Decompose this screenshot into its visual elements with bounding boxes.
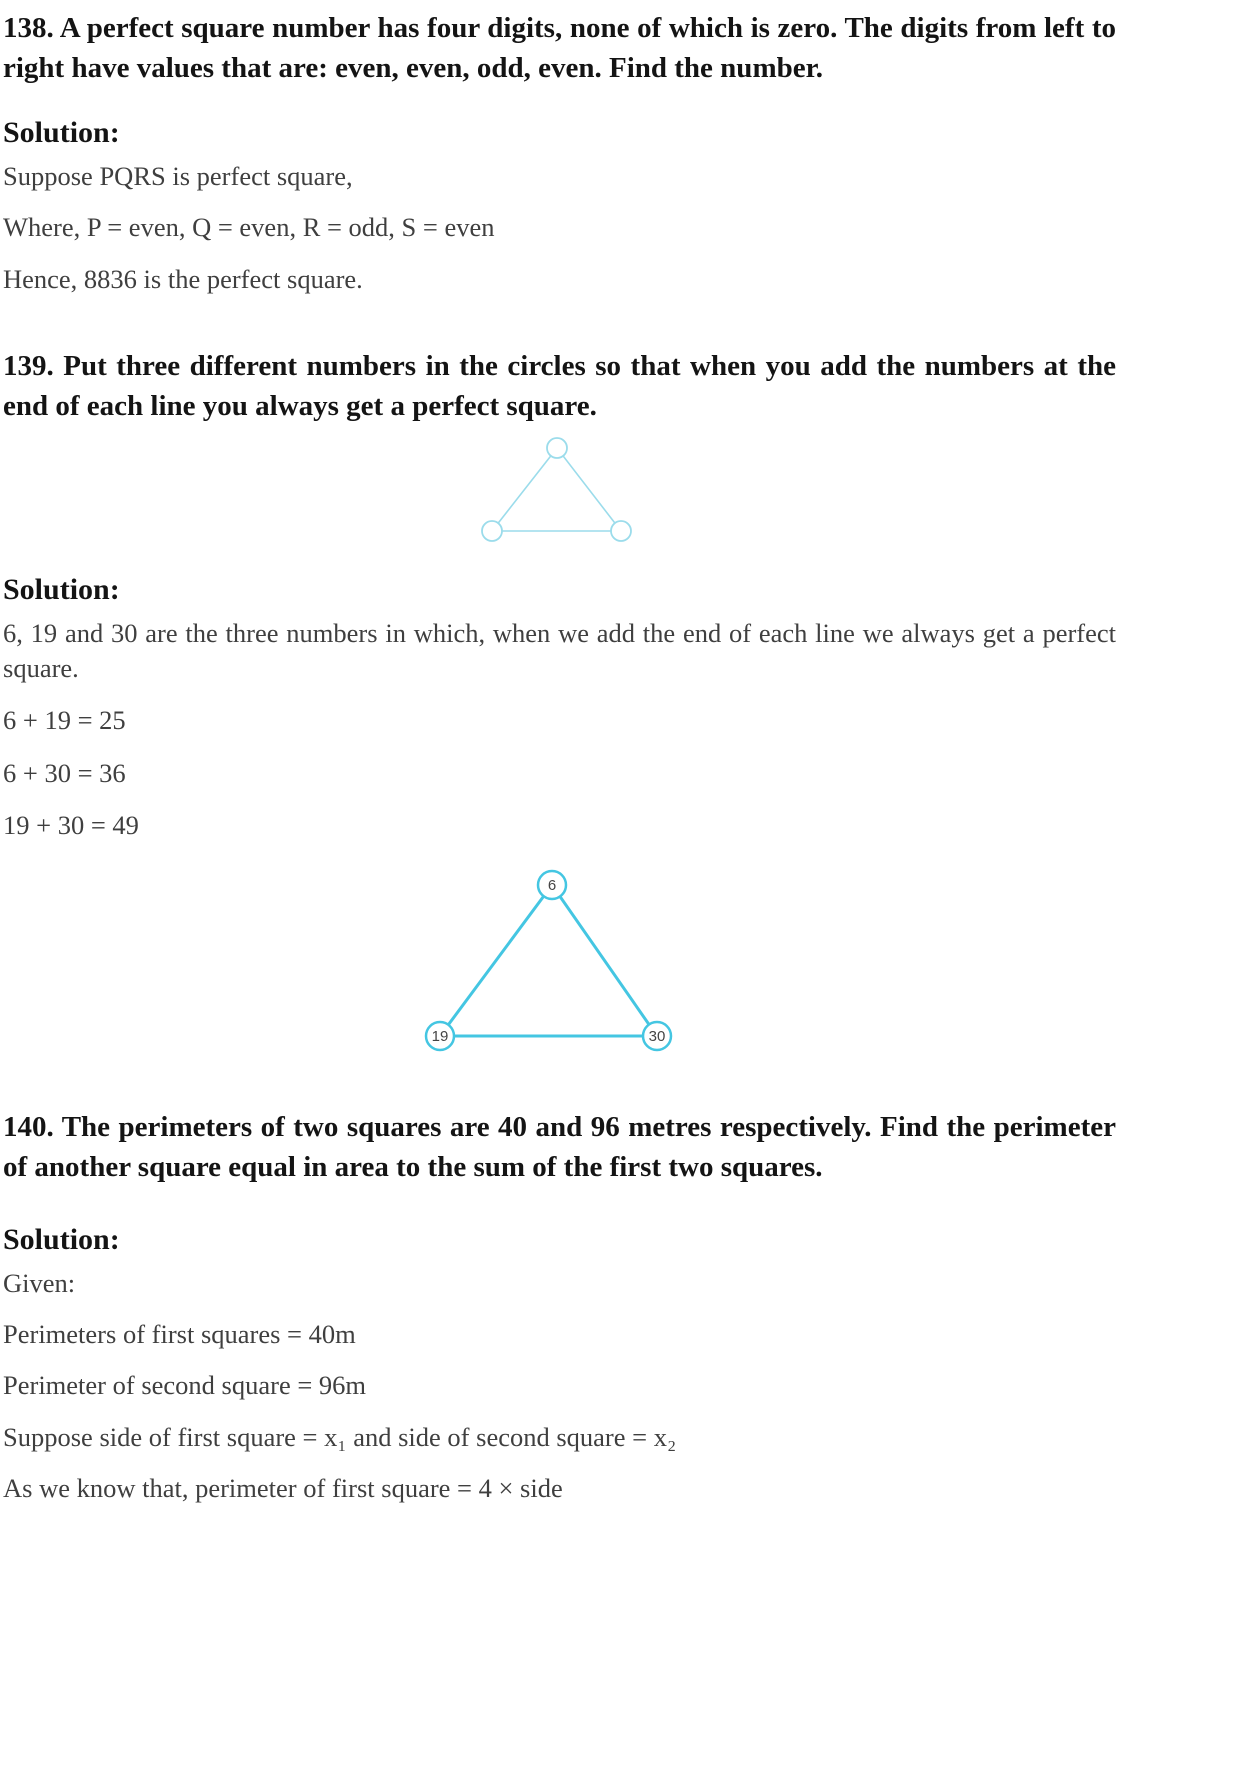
question-139: 139. Put three different numbers in the circles so that when you add the numbers at the end of each line you always get a perfect square. bbox=[3, 350, 1116, 423]
vertex-label-right: 30 bbox=[648, 1027, 665, 1045]
solution-line: Hence, 8836 is the perfect square. bbox=[3, 263, 363, 294]
triangle-diagram-labeled bbox=[415, 863, 705, 1067]
solution-heading-139: Solution: bbox=[3, 573, 120, 607]
equation-line: 6 + 30 = 36 bbox=[3, 757, 126, 788]
solution-intro: 6, 19 and 30 are the three numbers in which, when we add the end of each line we always get a perfect square. bbox=[3, 618, 1116, 683]
solution-line: Perimeter of second square = 96m bbox=[3, 1370, 367, 1401]
solution-heading-138: Solution: bbox=[3, 116, 120, 150]
triangle-diagram-empty bbox=[475, 430, 645, 552]
equation-line: 6 + 19 = 25 bbox=[3, 705, 126, 736]
solution-heading-140: Solution: bbox=[3, 1222, 120, 1256]
equation-line: 19 + 30 = 49 bbox=[3, 810, 139, 841]
question-138: 138. A perfect square number has four digits, none of which is zero. The digits from left to right have values that are: even, even, odd, even. Find the number. bbox=[3, 12, 1116, 85]
question-140: 140. The perimeters of two squares are 40 and 96 metres respectively. Find the perimeter of another square equal in area to the sum of the first two squares. bbox=[3, 1110, 1116, 1183]
triangle-outline bbox=[492, 448, 621, 531]
solution-line: Suppose PQRS is perfect square, bbox=[3, 161, 353, 192]
vertex-circle-left bbox=[482, 521, 502, 541]
solution-line: Perimeters of first squares = 40m bbox=[3, 1319, 356, 1350]
solution-line: Given: bbox=[3, 1267, 76, 1298]
vertex-label-left: 19 bbox=[431, 1027, 448, 1045]
solution-line: Where, P = even, Q = even, R = odd, S = even bbox=[3, 212, 495, 243]
solution-line: As we know that, perimeter of first square = 4 × side bbox=[3, 1473, 563, 1504]
solution-line: Suppose side of first square = x₁ and side of second square = x₂ bbox=[3, 1421, 677, 1452]
vertex-label-top: 6 bbox=[547, 876, 556, 894]
vertex-circle-top bbox=[547, 438, 567, 458]
vertex-circle-right bbox=[611, 521, 631, 541]
triangle-outline bbox=[440, 885, 657, 1036]
